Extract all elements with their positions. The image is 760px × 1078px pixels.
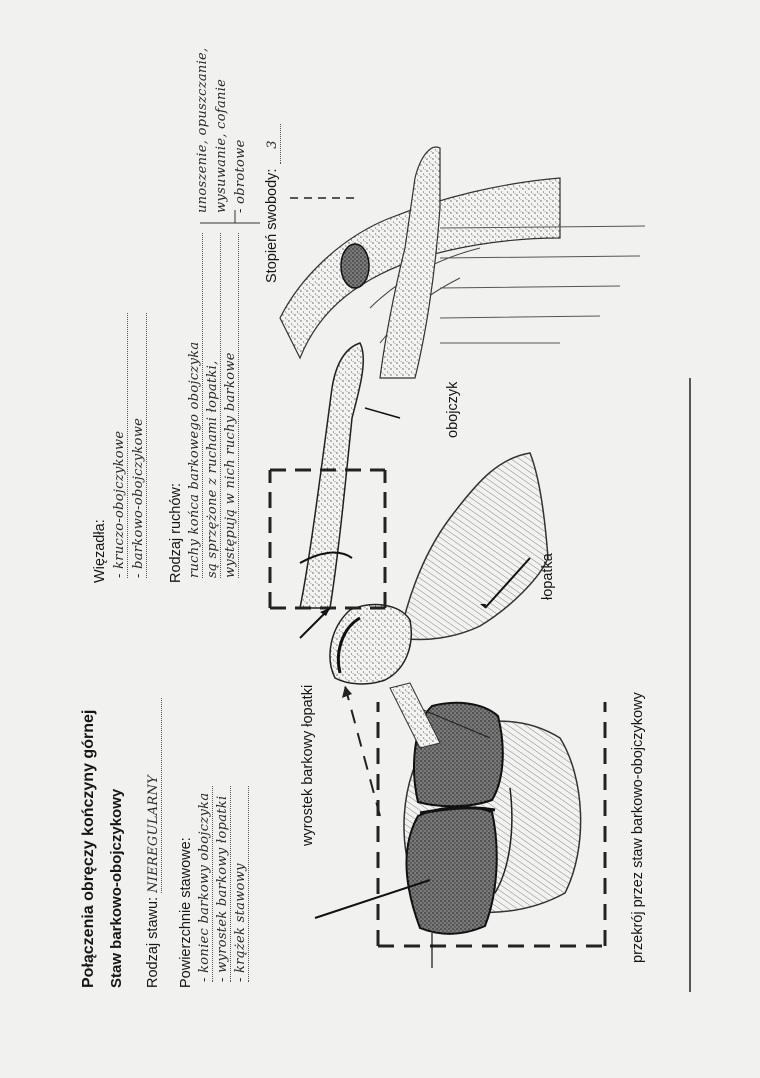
shoulder-girdle-figure xyxy=(270,147,645,748)
movement-note-1: unoszenie, opuszczanie, xyxy=(195,47,210,213)
page-title: Połączenia obręczy kończyny górnej xyxy=(80,709,97,988)
joint-type-field xyxy=(145,698,162,988)
surfaces-label: Powierzchnie stawowe: xyxy=(178,837,194,988)
ligament-item-1: - kruczo-obojczykowe xyxy=(112,313,128,578)
movement-item-3: występują w nich ruchy barkowe xyxy=(223,233,239,578)
dof-label: Stopień swobody: xyxy=(264,168,280,283)
page-subtitle: Staw barkowo-obojczykowy xyxy=(108,788,125,988)
joint-type-answer: NIEREGULARNY xyxy=(146,698,162,893)
ligament-item-2: - barkowo-obojczykowe xyxy=(131,313,147,578)
surface-item-2: - wyrostek barkowy łopatki xyxy=(215,786,231,982)
surface-item-1: - koniec barkowy obojczyka xyxy=(197,786,213,982)
movement-note-3: - obrotowe xyxy=(233,139,248,213)
dof-field xyxy=(264,125,281,284)
movement-note-2: wysuwanie, cofanie xyxy=(214,78,229,213)
label-section: przekrój przez staw barkowo-obojczykowy xyxy=(630,692,646,963)
movement-item-2: są sprzężone z ruchami łopatki, xyxy=(205,233,221,578)
movements-label: Rodzaj ruchów: xyxy=(168,483,184,583)
label-clavicle: obojczyk xyxy=(445,381,461,438)
movement-item-1: ruchy końca barkowego obojczyka xyxy=(187,233,203,578)
label-scapula: łopatka xyxy=(540,553,556,600)
label-acromion: wyrostek barkowy łopatki xyxy=(300,684,316,846)
dof-answer: 3 xyxy=(265,125,281,165)
section-inset xyxy=(315,686,605,968)
ligaments-label: Więzadła: xyxy=(92,519,108,583)
surface-item-3: - krążek stawowy xyxy=(233,786,249,982)
joint-type-label: Rodzaj stawu: xyxy=(145,896,161,988)
